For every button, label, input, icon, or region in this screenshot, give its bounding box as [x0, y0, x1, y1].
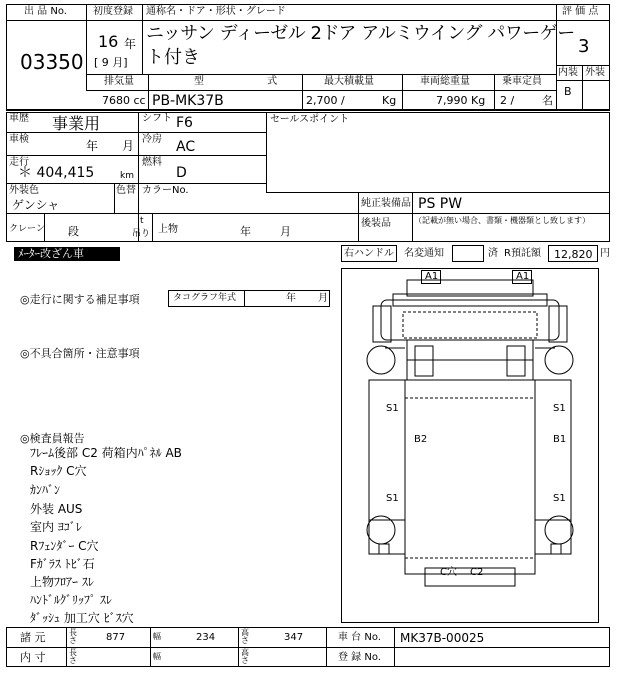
displacement-label: 排気量 [104, 76, 134, 87]
interior-score: B [564, 85, 572, 98]
reg-no-label: 登 録 No. [338, 652, 381, 663]
divider [412, 192, 413, 242]
divider [358, 192, 359, 242]
divider [266, 112, 267, 192]
divider [148, 74, 149, 110]
crane-tsuri: 吊り [132, 229, 151, 239]
lot-label: 出 品 No. [24, 6, 67, 17]
model-value: PB-MK37B [152, 93, 224, 109]
shift-label: シフト [142, 113, 172, 124]
recycle-unit: 円 [600, 248, 610, 259]
height-label: 高さ [241, 628, 249, 645]
diagram-b1: B1 [553, 434, 567, 445]
divider [6, 155, 266, 156]
body-label: 上物 [158, 224, 178, 235]
divider [244, 290, 245, 307]
recycle-amount: 12,820 [554, 248, 593, 261]
inspector-line: ｶﾝﾊﾞﾝ [30, 483, 61, 497]
color-change-label: 色替 [116, 185, 136, 196]
divider [86, 74, 556, 75]
divider [326, 627, 327, 667]
supplement-label: ◎走行に関する補足事項 [20, 293, 140, 306]
divider [394, 627, 395, 667]
defects-label: ◎不具合箇所・注意事項 [20, 347, 140, 360]
exterior-label: 外装 [585, 67, 605, 78]
crane-label: クレーン [9, 224, 45, 234]
inspection-year: 年 [86, 139, 99, 153]
mileage-unit: km [120, 171, 134, 181]
divider [238, 627, 239, 667]
car-name-line2: ト付き [146, 47, 200, 68]
gross-value: 7,990 Kg [436, 94, 486, 107]
divider [66, 627, 67, 667]
height-value: 347 [284, 632, 304, 643]
inspector-line: Rﾌｪﾝﾀﾞｰ C穴 [30, 539, 99, 553]
ext-color-value: ゲンシャ [12, 198, 60, 212]
width-value: 234 [196, 632, 216, 643]
name-change-box [452, 245, 484, 262]
body-year: 年 [240, 225, 251, 238]
score-label: 評 価 点 [562, 6, 599, 17]
tacho-label: タコグラフ年式 [173, 293, 237, 303]
divider [86, 90, 556, 91]
capacity-value: 2 / [500, 94, 515, 107]
displacement-value: 7680 cc [102, 94, 146, 107]
inspector-line: ﾌﾚｰﾑ後部 C2 荷箱内ﾊﾟﾈﾙ AB [30, 446, 182, 460]
inspector-line: 外装 AUS [30, 502, 83, 516]
inspector-line: Rｼｮｯｸ C穴 [30, 464, 87, 478]
divider [6, 213, 360, 214]
sales-point-label: セールスポイント [270, 114, 350, 125]
length-value: 877 [106, 632, 126, 643]
first-reg-label: 初度登録 [93, 6, 133, 17]
divider [6, 183, 266, 184]
mileage-label: 走行 [9, 157, 29, 168]
lot-number: 03350 [20, 50, 84, 74]
fuel-label: 燃料 [142, 157, 162, 168]
max-load-label: 最大積載量 [324, 76, 374, 87]
crane-t: t [140, 216, 144, 226]
body-month: 月 [280, 225, 291, 238]
max-load-unit: Kg [382, 94, 397, 107]
divider [494, 74, 495, 110]
crane-dan: 段 [68, 225, 79, 238]
interior-label: 内装 [558, 67, 578, 78]
inspector-line: Fｶﾞﾗｽ ﾄﾋﾞ石 [30, 557, 95, 571]
diagram-s1-right-top: S1 [553, 403, 566, 414]
reg-year: 16 [98, 32, 119, 51]
chassis-label: 車 台 No. [338, 632, 381, 643]
diagram-c2: C2 [470, 567, 484, 578]
inner-width-label: 幅 [153, 652, 161, 661]
divider [402, 74, 403, 110]
gross-label: 車両総重量 [420, 76, 470, 87]
aftermarket-label: 後装品 [361, 218, 391, 229]
history-value: 事業用 [52, 114, 101, 133]
ac-value: AC [176, 139, 196, 155]
divider [6, 20, 86, 21]
chassis-value: MK37B-00025 [400, 631, 485, 645]
max-load-value: 2,700 / [306, 94, 345, 107]
inner-height-label: 高さ [241, 648, 249, 665]
divider [150, 627, 151, 667]
inspection-label: 車検 [9, 134, 29, 145]
mileage-value: ＊ 404,415 [18, 165, 95, 181]
reg-month: [ 9 月] [94, 56, 128, 69]
capacity-unit: 名 [542, 94, 553, 107]
divider [556, 20, 610, 21]
inner-label: 内 寸 [20, 651, 46, 664]
diagram-a1-right: A1 [516, 271, 530, 282]
width-label: 幅 [153, 632, 161, 641]
tacho-month: 月 [318, 293, 328, 304]
tacho-year: 年 [286, 293, 296, 304]
divider [556, 80, 610, 81]
divider [6, 110, 610, 111]
capacity-label: 乗車定員 [502, 76, 542, 87]
length-label: 長さ [69, 628, 77, 645]
divider [114, 183, 115, 213]
history-label: 車歴 [9, 113, 29, 124]
divider [86, 20, 556, 21]
reg-year-unit: 年 [124, 37, 137, 51]
car-name-label: 通称名・ドア・形状・グレード [146, 6, 286, 17]
aftermarket-note: （記載が無い場合、書類・機器類とし致します） [414, 216, 590, 225]
color-no-label: カラーNo. [142, 185, 189, 196]
inspector-label: ◎検査員報告 [20, 432, 85, 445]
diagram-a1-left: A1 [425, 271, 439, 282]
inspector-line: 上物ﾌﾛｱｰ ｽﾚ [30, 575, 94, 589]
diagram-s1-left-bottom: S1 [386, 493, 399, 504]
ext-color-label: 外装色 [9, 185, 39, 196]
score-value: 3 [578, 36, 590, 57]
equipment-value: PS PW [418, 196, 463, 212]
inner-length-label: 長さ [69, 648, 77, 665]
fuel-value: D [176, 165, 187, 181]
diagram-b2: B2 [414, 434, 428, 445]
inspector-line: ﾊﾝﾄﾞﾙｸﾞﾘｯﾌﾟ ｽﾚ [30, 593, 112, 607]
meter-tampered-bar: ﾒｰﾀｰ改ざん車 [14, 247, 120, 261]
divider [266, 192, 610, 193]
divider [358, 213, 610, 214]
diagram-c-ana: C穴 [440, 567, 457, 578]
dims-label: 諸 元 [20, 631, 46, 644]
inspector-line: ﾀﾞｯｼｭ 加工穴 ﾋﾞｽ穴 [30, 611, 134, 625]
ac-label: 冷房 [142, 134, 162, 145]
diagram-s1-left-top: S1 [386, 403, 399, 414]
divider [582, 65, 583, 110]
inspector-line: 室内 ﾖｺﾞﾚ [30, 520, 82, 534]
recycle-label: R預託額 [504, 248, 541, 259]
name-change-label: 名変通知 [404, 248, 444, 259]
divider [6, 647, 610, 648]
divider [6, 132, 266, 133]
diagram-s1-right-bottom: S1 [553, 493, 566, 504]
car-name-line1: ニッサン ディーゼル 2ドア アルミウイング パワーゲー [146, 23, 575, 44]
divider [152, 213, 153, 242]
recycle-symbol: 済 [488, 248, 498, 259]
equipment-label: 純正装備品 [361, 198, 411, 209]
inspection-month: 月 [122, 139, 135, 153]
right-hand-label: 右ハンドル [344, 248, 394, 259]
shift-value: F6 [176, 115, 193, 131]
divider [86, 4, 87, 90]
divider [556, 65, 610, 66]
divider [142, 4, 143, 74]
model-label: 型 式 [194, 76, 308, 87]
